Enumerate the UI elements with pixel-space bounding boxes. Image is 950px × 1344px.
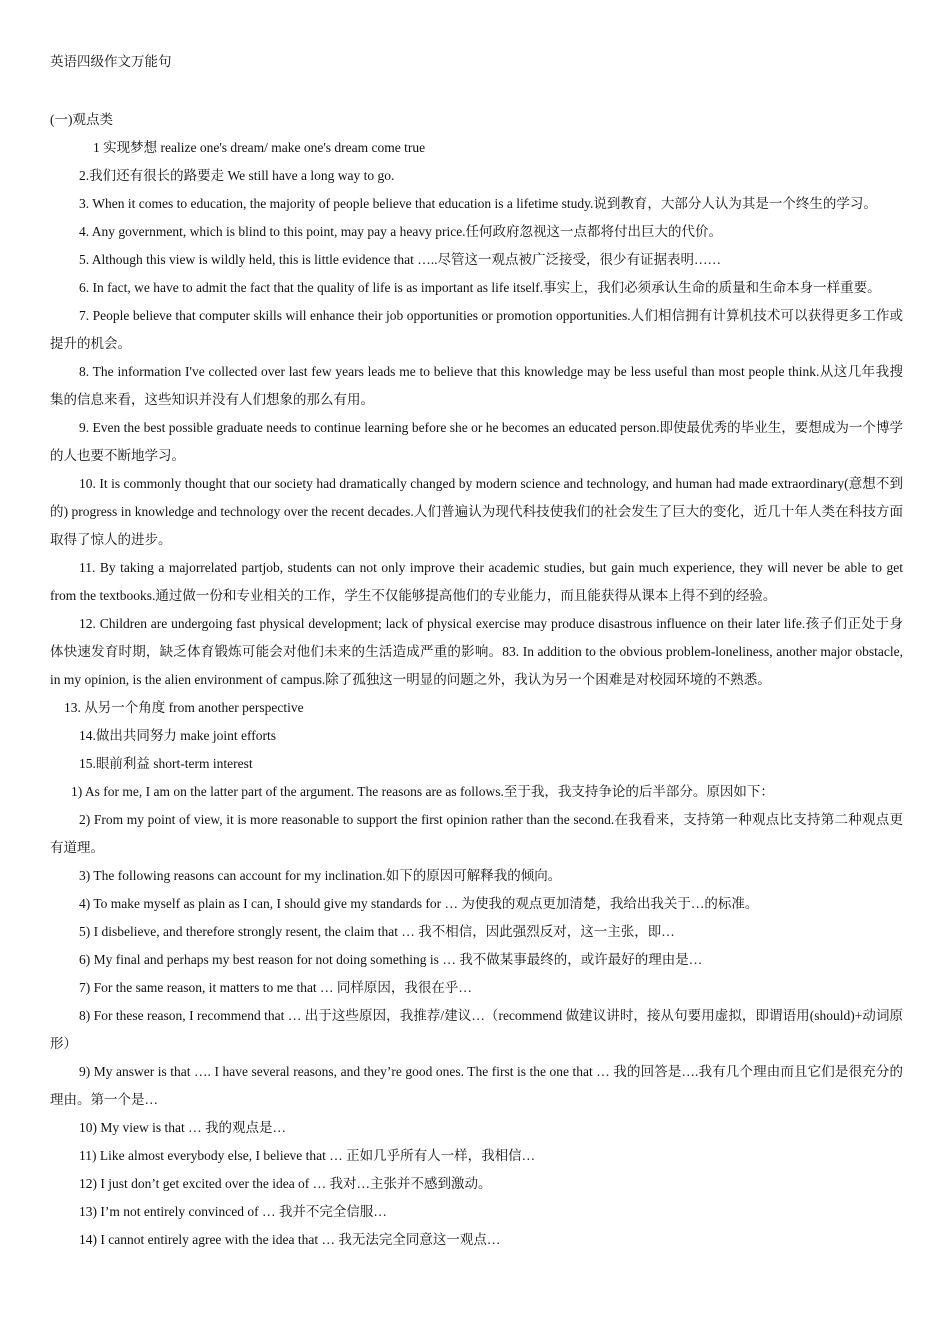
paragraph: 1 实现梦想 realize one's dream/ make one's dream come true [93, 140, 426, 155]
paragraph: 12. Children are undergoing fast physical development; lack of physical exercise may produce disastrous influence on their later life.孩子们正处于身体快速发育时期，缺乏体育锻炼可能会对他们未来的生活造成严重的影响。83. In addition to the obvious problem-loneliness, another major obstacle, in my opinion, is the alien environment of campus.除了孤独这一明显的问题之外，我认为另一个困难是对校园环境的不熟悉。 [50, 616, 903, 687]
paragraph: 2.我们还有很长的路要走 We still have a long way to go. [79, 168, 395, 183]
paragraph: 4. Any government, which is blind to this point, may pay a heavy price.任何政府忽视这一点都将付出巨大的代价。 [79, 224, 723, 239]
paragraph: 1) As for me, I am on the latter part of the argument. The reasons are as follows.至于我，我支持争论的后半部分。原因如下： [71, 784, 774, 799]
paragraph: 3. When it comes to education, the majority of people believe that education is a lifetime study.说到教育，大部分人认为其是一个终生的学习。 [79, 196, 877, 211]
paragraph: 6) My final and perhaps my best reason for not doing something is … 我不做某事最终的，或许最好的理由是… [79, 952, 703, 967]
paragraph: 6. In fact, we have to admit the fact that the quality of life is as important as life itself.事实上，我们必须承认生命的质量和生命本身一样重要。 [79, 280, 881, 295]
paragraph: 14) I cannot entirely agree with the idea that … 我无法完全同意这一观点… [79, 1232, 501, 1247]
paragraph: 10) My view is that … 我的观点是… [79, 1120, 286, 1135]
paragraph: 5. Although this view is wildly held, this is little evidence that …..尽管这一观点被广泛接受，很少有证据表明…… [79, 252, 721, 267]
paragraph: 11) Like almost everybody else, I believe that … 正如几乎所有人一样，我相信… [79, 1148, 536, 1163]
paragraph: 8) For these reason, I recommend that … 出于这些原因，我推荐/建议…（recommend 做建议讲时，接从句要用虚拟，即谓语用(should)+动词原形） [50, 1008, 903, 1051]
paragraph: 9. Even the best possible graduate needs to continue learning before she or he becomes an educated person.即使最优秀的毕业生，要想成为一个博学的人也要不断地学习。 [50, 420, 903, 463]
paragraph: 13. 从另一个角度 from another perspective [64, 700, 304, 715]
paragraph: 8. The information I've collected over last few years leads me to believe that this knowledge may be less useful than most people think.从这几年我搜集的信息来看，这些知识并没有人们想象的那么有用。 [50, 364, 903, 407]
paragraph: 14.做出共同努力 make joint efforts [79, 728, 276, 743]
paragraph: 13) I’m not entirely convinced of … 我并不完全信服… [79, 1204, 387, 1219]
paragraph: 9) My answer is that …. I have several reasons, and they’re good ones. The first is the one that … 我的回答是….我有几个理由而且它们是很充分的理由。第一个是… [50, 1064, 903, 1107]
section-heading: (一)观点类 [50, 112, 113, 127]
paragraph: 15.眼前利益 short-term interest [79, 756, 253, 771]
document-title: 英语四级作文万能句 [50, 54, 172, 69]
paragraph: 7) For the same reason, it matters to me that … 同样原因，我很在乎… [79, 980, 472, 995]
paragraph: 3) The following reasons can account for my inclination.如下的原因可解释我的倾向。 [79, 868, 562, 883]
paragraph: 4) To make myself as plain as I can, I should give my standards for … 为使我的观点更加清楚，我给出我关于…的标准。 [79, 896, 759, 911]
paragraph: 12) I just don’t get excited over the idea of … 我对…主张并不感到激动。 [79, 1176, 492, 1191]
paragraph: 7. People believe that computer skills will enhance their job opportunities or promotion opportunities.人们相信拥有计算机技术可以获得更多工作或提升的机会。 [50, 308, 903, 351]
document-body [50, 134, 903, 1254]
paragraph: 11. By taking a majorrelated partjob, students can not only improve their academic studies, but gain much experience, they will never be able to get from the textbooks.通过做一份和专业相关的工作，学生不仅能够提高他们的专业能力，而且能获得从课本上得不到的经验。 [50, 560, 903, 603]
paragraph: 5) I disbelieve, and therefore strongly resent, the claim that … 我不相信，因此强烈反对，这一主张，即… [79, 924, 675, 939]
paragraph: 2) From my point of view, it is more reasonable to support the first opinion rather than the second.在我看来，支持第一种观点比支持第二种观点更有道理。 [50, 812, 903, 855]
paragraph: 10. It is commonly thought that our society had dramatically changed by modern science and technology, and human had made extraordinary(意想不到的) progress in knowledge and technology over the recent decades.人们普遍认为现代科技使我们的社会发生了巨大的变化，近几十年人类在科技方面取得了惊人的进步。 [50, 476, 903, 547]
